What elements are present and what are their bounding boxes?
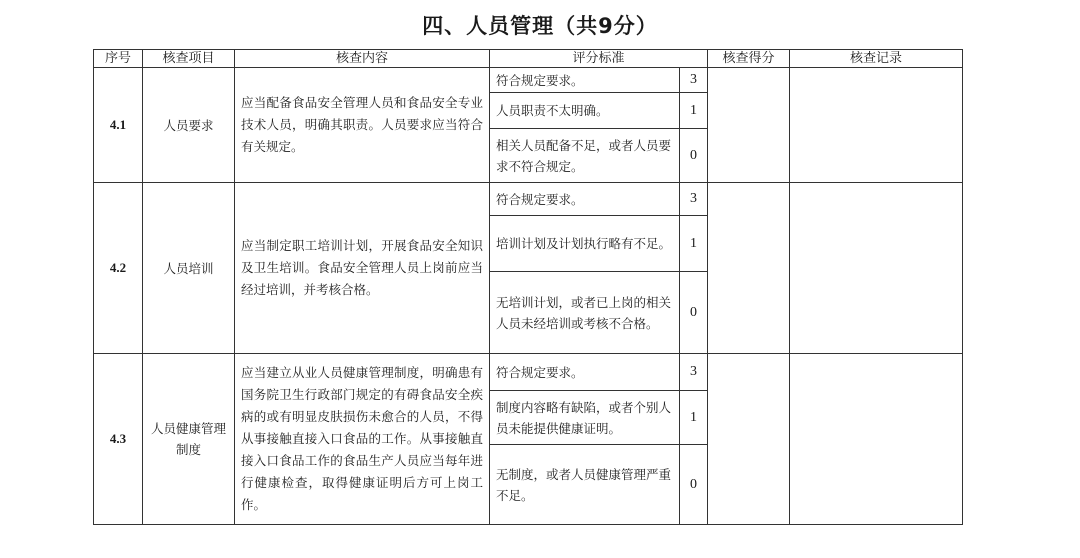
row-seq: 4.2 <box>94 183 143 354</box>
row-seq: 4.3 <box>94 354 143 525</box>
criterion-text: 符合规定要求。 <box>490 68 680 93</box>
row-content: 应当配备食品安全管理人员和食品安全专业技术人员，明确其职责。人员要求应当符合有关规定。 <box>235 68 490 183</box>
table-row <box>94 354 963 391</box>
criterion-score: 3 <box>680 183 708 216</box>
criterion-score: 3 <box>680 68 708 93</box>
header-content: 核查内容 <box>235 50 490 68</box>
criterion-text: 无制度，或者人员健康管理严重不足。 <box>490 445 680 525</box>
row-item: 人员健康管理制度 <box>143 354 235 525</box>
record-cell[interactable] <box>790 183 963 354</box>
row-item: 人员培训 <box>143 183 235 354</box>
criterion-score: 1 <box>680 391 708 445</box>
row-content: 应当建立从业人员健康管理制度，明确患有国务院卫生行政部门规定的有碍食品安全疾病的或有明显皮肤损伤未愈合的人员，不得从事接触直接入口食品的工作。从事接触直接入口食品工作的食品生产人员应当每年进行健康检查，取得健康证明后方可上岗工作。 <box>235 354 490 525</box>
criterion-score: 3 <box>680 354 708 391</box>
row-seq: 4.1 <box>94 68 143 183</box>
row-item: 人员要求 <box>143 68 235 183</box>
table-row <box>94 68 963 93</box>
criterion-score: 0 <box>680 272 708 354</box>
criterion-text: 符合规定要求。 <box>490 183 680 216</box>
header-item: 核查项目 <box>143 50 235 68</box>
criterion-text: 符合规定要求。 <box>490 354 680 391</box>
table-row <box>94 183 963 216</box>
criterion-score: 0 <box>680 445 708 525</box>
record-cell[interactable] <box>790 354 963 525</box>
criterion-text: 相关人员配备不足，或者人员要求不符合规定。 <box>490 129 680 183</box>
record-cell[interactable] <box>790 68 963 183</box>
inspection-table <box>93 49 963 525</box>
header-seq: 序号 <box>94 50 143 68</box>
score-cell[interactable] <box>708 354 790 525</box>
header-criteria: 评分标准 <box>490 50 708 68</box>
criterion-text: 培训计划及计划执行略有不足。 <box>490 216 680 272</box>
criterion-text: 制度内容略有缺陷，或者个别人员未能提供健康证明。 <box>490 391 680 445</box>
score-cell[interactable] <box>708 68 790 183</box>
criterion-text: 无培训计划，或者已上岗的相关人员未经培训或考核不合格。 <box>490 272 680 354</box>
row-content: 应当制定职工培训计划，开展食品安全知识及卫生培训。食品安全管理人员上岗前应当经过培训，并考核合格。 <box>235 183 490 354</box>
page-title: 四、人员管理（共9分） <box>422 14 658 38</box>
header-score: 核查得分 <box>708 50 790 68</box>
criterion-score: 1 <box>680 93 708 129</box>
score-cell[interactable] <box>708 183 790 354</box>
criterion-score: 1 <box>680 216 708 272</box>
header-row <box>94 50 963 68</box>
header-record: 核查记录 <box>790 50 963 68</box>
criterion-text: 人员职责不太明确。 <box>490 93 680 129</box>
criterion-score: 0 <box>680 129 708 183</box>
